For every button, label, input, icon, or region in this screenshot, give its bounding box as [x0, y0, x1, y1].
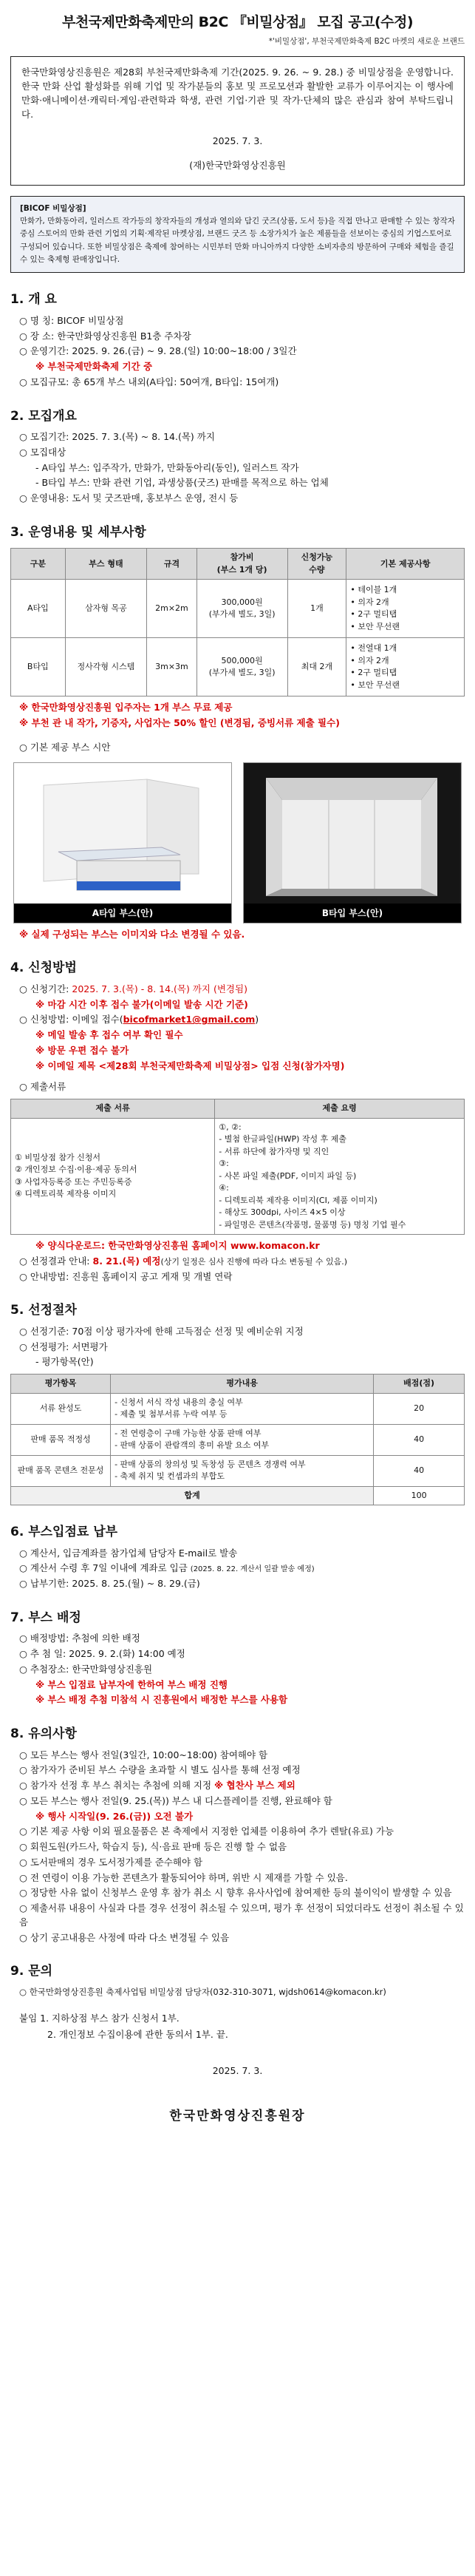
s3-note: ※ 한국만화영상진흥원 입주자는 1개 부스 무료 제공	[19, 702, 233, 714]
s4-note: ※ 마감 시간 이후 접수 불가(이메일 발송 시간 기준)	[35, 998, 248, 1010]
s8-item-text: ○ 참가자 선정 후 부스 취치는 추첨에 의해 지정	[19, 1780, 212, 1792]
eval-content	[111, 1455, 374, 1486]
s4-docs-label: ○ 제출서류	[19, 1081, 66, 1093]
table-row	[11, 1424, 465, 1455]
table-row	[11, 1393, 465, 1424]
evaluation-table	[10, 1374, 465, 1505]
guide-item: - 해상도 300dpi, 사이즈 4×5 이상	[219, 1207, 346, 1218]
guide-item: - 파일명은 콘텐츠(작품명, 물품명 등) 명칭 기업 필수	[219, 1219, 406, 1230]
guide-item: - 별첨 한글파일(HWP) 작성 후 제출	[219, 1134, 346, 1145]
eval-item: 판매 품목 적정성	[11, 1424, 111, 1455]
section-4-title: 4. 신청방법	[10, 960, 77, 976]
booth-b-illustration	[244, 763, 459, 904]
provide-item: • 2구 멀티탭	[350, 668, 397, 678]
s6-item: ○ 계산서, 입금계좌를 참가업체 담당자 E-mail로 발송	[19, 1547, 238, 1559]
bicof-heading: [BICOF 비밀상점]	[20, 203, 86, 213]
eval-content	[111, 1424, 374, 1455]
s6-item: ○ 납부기한: 2025. 8. 25.(월) ~ 8. 29.(금)	[19, 1578, 200, 1590]
provide-item: • 의자 2개	[350, 655, 389, 665]
row-provide	[346, 638, 465, 696]
s4-method-label: ○ 신청방법: 이메일 접수(	[19, 1014, 123, 1026]
s8-item: ○ 모든 부스는 행사 전일(9. 25.(목)) 부스 내 디스플레이를 진행, 완료해야 함	[19, 1794, 332, 1806]
doc-item: ③ 사업자등록증 또는 주민등록증	[15, 1176, 132, 1187]
s8-item	[19, 1779, 465, 1793]
intro-date: 2025. 7. 3.	[212, 135, 263, 147]
s2-item: - A타입 부스: 입주작가, 만화가, 만화동아리(동인), 일러스트 작가	[35, 461, 299, 473]
row-type: B타입	[11, 638, 66, 696]
th-size: 규격	[147, 549, 197, 580]
guide-item: ①, ②:	[219, 1122, 242, 1132]
th-provide: 기본 제공사항	[346, 549, 465, 580]
provide-item: • 2구 멀티탭	[350, 609, 397, 620]
s4-note: ※ 메일 발송 후 접수 여부 확인 필수	[35, 1029, 183, 1041]
th-docs: 제출 서류	[11, 1099, 215, 1119]
eval-line: - 전 연령층이 구매 가능한 상품 판매 여부	[115, 1428, 262, 1438]
th-guide: 제출 요령	[215, 1099, 465, 1119]
s8-item: ○ 전 연령이 이용 가능한 콘텐츠가 활동되어야 하며, 위반 시 제재를 가할 수 있음.	[19, 1871, 348, 1883]
s2-item: ○ 모집기간: 2025. 7. 3.(목) ~ 8. 14.(목) 까지	[19, 431, 215, 443]
table-row	[11, 1118, 465, 1235]
booth-b-figure	[243, 762, 462, 923]
page-subtitle: *'비밀상점', 부천국제만화축제 B2C 마켓의 새로운 브랜드	[268, 36, 465, 46]
booth-b-image	[244, 763, 461, 904]
row-qty: 1개	[287, 580, 346, 638]
s2-item: ○ 모집대상	[19, 446, 66, 458]
s4-period	[19, 983, 465, 997]
row-size: 2m×2m	[147, 580, 197, 638]
docs-table	[10, 1099, 465, 1235]
booth-b-caption: B타입 부스(안)	[244, 904, 461, 923]
s8-item: ○ 기본 제공 사항 이외 필요물품은 본 축제에서 지정한 업체를 이용하여 추가 렌탈(유료) 가능	[19, 1826, 394, 1837]
row-shape: 삼자형 목공	[65, 580, 147, 638]
row-provide	[346, 580, 465, 638]
s4-note: ※ 이메일 제목 <제28회 부천국제만화축제 비밀상점> 입점 신청(참가자명)	[35, 1060, 345, 1071]
s2-item: ○ 운영내용: 도서 및 굿즈판매, 홍보부스 운영, 전시 등	[19, 492, 239, 504]
eval-score: 20	[374, 1393, 465, 1424]
provide-item: • 보안 무선랜	[350, 679, 400, 690]
eval-line: - 판매 상품이 관람객의 흥미 유발 요소 여부	[115, 1440, 270, 1451]
s9-contact: ○ 한국만화영상진흥원 축제사업팀 비밀상점 담당자(032-310-3071, wjdsh0614@komacon.kr)	[19, 1986, 386, 1997]
guide-item: ④:	[219, 1183, 229, 1193]
eval-line: - 제출 및 첨부서류 누락 여부 등	[115, 1409, 228, 1420]
s3-sample-note: ※ 실제 구성되는 부스는 이미지와 다소 변경될 수 있음.	[19, 928, 245, 940]
s8-note: ※ 행사 시작일(9. 26.(금)) 오전 불가	[35, 1810, 194, 1822]
doc-item: ② 개인정보 수집·이용·제공 동의서	[15, 1165, 137, 1175]
footer-org: 한국만화영상진흥원장	[169, 2109, 306, 2124]
s3-note: ※ 부천 관 내 작가, 기증자, 사업자는 50% 할인 (변경됨, 증빙서류 제출 필수)	[19, 717, 340, 729]
section-7-title: 7. 부스 배정	[10, 1610, 81, 1625]
eval-total-label: 합계	[11, 1486, 374, 1505]
th-qty: 신청가능 수량	[287, 549, 346, 580]
booth-images	[13, 762, 462, 923]
s4-period-label: ○ 신청기간:	[19, 983, 69, 994]
row-fee: 500,000원 (부가세 별도, 3일)	[197, 638, 287, 696]
s4-note: ※ 방문 우편 접수 불가	[35, 1044, 129, 1056]
s1-item: ○ 장 소: 한국만화영상진흥원 B1층 주차장	[19, 330, 191, 342]
row-type: A타입	[11, 580, 66, 638]
row-shape: 정사각형 시스템	[65, 638, 147, 696]
eval-score: 40	[374, 1424, 465, 1455]
th-eval-item: 평가항목	[11, 1375, 111, 1394]
s7-note: ※ 부스 입점료 납부자에 한하여 부스 배정 진행	[35, 1678, 228, 1690]
section-5-title: 5. 선정절차	[10, 1303, 77, 1318]
s5-item: - 평가항목(안)	[35, 1356, 94, 1368]
s4-result-value: 8. 21.(목) 예정	[92, 1255, 161, 1267]
docs-left	[11, 1118, 215, 1235]
section-8-title: 8. 유의사항	[10, 1726, 77, 1742]
doc-item: ① 비밀상점 참가 신청서	[15, 1152, 100, 1162]
booth-a-illustration	[14, 763, 230, 904]
s8-inline-note: ※ 협찬사 부스 제외	[214, 1780, 295, 1792]
s4-download-note: ※ 양식다운로드: 한국만화영상진흥원 홈페이지 www.komacon.kr	[35, 1240, 320, 1252]
s4-result-label: ○ 선정결과 안내:	[19, 1255, 93, 1267]
guide-item: - 사본 파일 제출(PDF, 이미지 파일 등)	[219, 1170, 357, 1181]
booth-a-caption: A타입 부스(안)	[14, 904, 231, 923]
booth-a-image	[14, 763, 231, 904]
s7-item: ○ 추 첨 일: 2025. 9. 2.(화) 14:00 예정	[19, 1648, 185, 1660]
row-size: 3m×3m	[147, 638, 197, 696]
eval-item: 서류 완성도	[11, 1393, 111, 1424]
provide-item: • 테이블 1개	[350, 585, 397, 595]
s1-note: ※ 부천국제만화축제 기간 중	[35, 361, 153, 373]
provide-item: • 의자 2개	[350, 597, 389, 607]
s8-item: ○ 상기 공고내용은 사정에 따라 다소 변경될 수 있음	[19, 1931, 230, 1943]
s5-item: ○ 선정평가: 서면평가	[19, 1340, 108, 1352]
guide-item: ③:	[219, 1159, 229, 1169]
annex-item: 2. 개인정보 수집이용에 관한 동의서 1부. 끝.	[47, 2028, 228, 2040]
s3-sample-label: ○ 기본 제공 부스 시안	[19, 741, 111, 753]
s2-item: - B타입 부스: 만화 관련 기업, 과생상품(굿즈) 판매를 목적으로 하는 업체	[35, 477, 329, 489]
table-row	[11, 580, 465, 638]
provide-item: • 보안 무선랜	[350, 621, 400, 631]
s4-method	[19, 1013, 465, 1027]
eval-item: 판매 품목 콘텐츠 전문성	[11, 1455, 111, 1486]
guide-item: - 디렉토리북 제작용 이미지(CI, 제품 이미지)	[219, 1195, 377, 1205]
booth-spec-table	[10, 548, 465, 696]
row-qty: 최대 2개	[287, 638, 346, 696]
s8-item: ○ 회원도원(카드사, 학습지 등), 식·음료 판매 등은 진행 할 수 없음	[19, 1841, 287, 1853]
s6-item-text: ○ 계산서 수령 후 7일 이내에 계좌로 입금	[19, 1562, 188, 1574]
s6-small: (2025. 8. 22. 계산서 일괄 발송 예정)	[190, 1565, 315, 1574]
s1-item: ○ 모집규모: 총 65개 부스 내외(A타입: 50여개, B타입: 15여개)	[19, 376, 279, 387]
th-type: 구분	[11, 549, 66, 580]
s8-item: ○ 모든 부스는 행사 전일(3일간, 10:00~18:00) 참여해야 함	[19, 1749, 268, 1760]
doc-item: ④ 디렉토리북 제작용 이미지	[15, 1189, 117, 1199]
th-fee: 참가비 (부스 1개 당)	[197, 549, 287, 580]
s8-item: ○ 제출서류 내용이 사실과 다를 경우 선정이 취소될 수 있으며, 평가 후 선정이 되었더라도 선정이 취소될 수 있음	[19, 1902, 464, 1928]
table-header-row	[11, 549, 465, 580]
bicof-info-box	[10, 196, 465, 274]
section-3-title: 3. 운영내용 및 세부사항	[10, 524, 146, 540]
intro-text: 한국만화영상진흥원은 제28회 부천국제만화축제 기간(2025. 9. 26. ~ 9. 28.) 중 비밀상점을 운영합니다. 한국 만화 산업 활성화를 위해 기업 및 작가분들의 홍보 및 프로모션과 활발한 교류가 이루어지는 이 행사에 만화·애니메이션·캐릭터·게임·관련학과 학생, 관련 기업·기관 및 작가·단체의 많은 관심과 참여 부탁드립니다.	[21, 67, 454, 120]
eval-line: - 축제 취지 및 컨셉과의 부합도	[115, 1471, 225, 1482]
table-row	[11, 638, 465, 696]
eval-line: - 판매 상품의 창의성 및 독창성 등 콘텐츠 경쟁력 여부	[115, 1459, 306, 1469]
s4-method-suffix: )	[255, 1014, 259, 1026]
table-header-row	[11, 1099, 465, 1119]
section-2-title: 2. 모집개요	[10, 408, 77, 424]
s4-method-email[interactable]: bicofmarket1@gmail.com	[123, 1014, 256, 1026]
s4-period-value: 2025. 7. 3.(목) - 8. 14.(목) 까지 (변경됨)	[72, 983, 247, 994]
footer-date: 2025. 7. 3.	[212, 2064, 263, 2076]
s4-guide: ○ 안내방법: 진흥원 홈페이지 공고 게재 및 개별 연락	[19, 1270, 233, 1282]
s8-item: ○ 참가자가 준비된 부스 수량을 초과할 시 별도 심사를 통해 선정 예정	[19, 1764, 301, 1776]
section-1-title: 1. 개 요	[10, 292, 57, 308]
eval-content	[111, 1393, 374, 1424]
th-eval-score: 배점(점)	[374, 1375, 465, 1394]
s8-item: ○ 도서판매의 경우 도서정가제를 준수해야 함	[19, 1856, 203, 1868]
s7-item: ○ 배정방법: 추첨에 의한 배정	[19, 1633, 140, 1644]
s5-item: ○ 선정기준: 70점 이상 평가자에 한해 고득점순 선정 및 예비순위 지정	[19, 1325, 304, 1337]
s4-result	[19, 1255, 465, 1269]
s1-item: ○ 운영기간: 2025. 9. 26.(금) ~ 9. 28.(일) 10:00~18:00 / 3일간	[19, 345, 297, 357]
notice-page	[10, 0, 465, 2126]
eval-score: 40	[374, 1455, 465, 1486]
th-eval-content: 평가내용	[111, 1375, 374, 1394]
th-shape: 부스 형태	[65, 549, 147, 580]
booth-a-figure	[13, 762, 232, 923]
eval-total: 100	[374, 1486, 465, 1505]
docs-right	[215, 1118, 465, 1235]
guide-item: - 서류 하단에 참가자명 및 직인	[219, 1146, 329, 1156]
s8-item: ○ 정당한 사유 없이 신청부스 운영 후 참가 취소 시 향후 유사사업에 참여제한 등의 불이익이 발생할 수 있음	[19, 1887, 452, 1899]
table-row	[11, 1455, 465, 1486]
intro-org: (재)한국만화영상진흥원	[189, 160, 286, 171]
intro-box	[10, 56, 465, 186]
section-9-title: 9. 문의	[10, 1964, 53, 1979]
s1-item: ○ 명 칭: BICOF 비밀상점	[19, 314, 124, 326]
annex-item: 붙임 1. 지하상점 부스 참가 신청서 1부.	[19, 2013, 180, 2024]
row-fee: 300,000원 (부가세 별도, 3일)	[197, 580, 287, 638]
s7-item: ○ 추첨장소: 한국만화영상진흥원	[19, 1663, 153, 1675]
s7-note: ※ 부스 배정 추첨 미참석 시 진흥원에서 배정한 부스를 사용함	[35, 1694, 288, 1706]
provide-item: • 전열대 1개	[350, 643, 397, 654]
s6-item	[19, 1562, 465, 1576]
table-header-row	[11, 1375, 465, 1394]
page-title: 부천국제만화축제만의 B2C 『비밀상점』 모집 공고(수정)	[61, 14, 414, 30]
section-6-title: 6. 부스입점료 납부	[10, 1525, 118, 1540]
eval-line: - 신청서 서식 작성 내용의 충실 여부	[115, 1397, 243, 1407]
s4-result-suffix: (상기 일정은 심사 진행에 따라 다소 변동될 수 있음.)	[160, 1256, 348, 1267]
annex	[19, 2012, 465, 2042]
table-total-row	[11, 1486, 465, 1505]
bicof-text: 만화가, 만화동아리, 일러스트 작가등의 창작자들의 개성과 열의와 담긴 굿즈(상품, 도서 등)을 직접 만나고 판매할 수 있는 창작자 중심 스토어의 만화 관련 기업의 기획·제작된 마켓상점, 브랜드 굿즈 등 소장가치가 높은 제품들을 선보이는 중심의 기업스토어로 구성되어 있습니다. 또한 비밀상점은 축제에 참여하는 시민부터 만화 마니아까지 다양한 소비자층의 방문하여 구매와 체험을 즐길 수 있는 축제형 판매장입니다.	[20, 217, 455, 264]
